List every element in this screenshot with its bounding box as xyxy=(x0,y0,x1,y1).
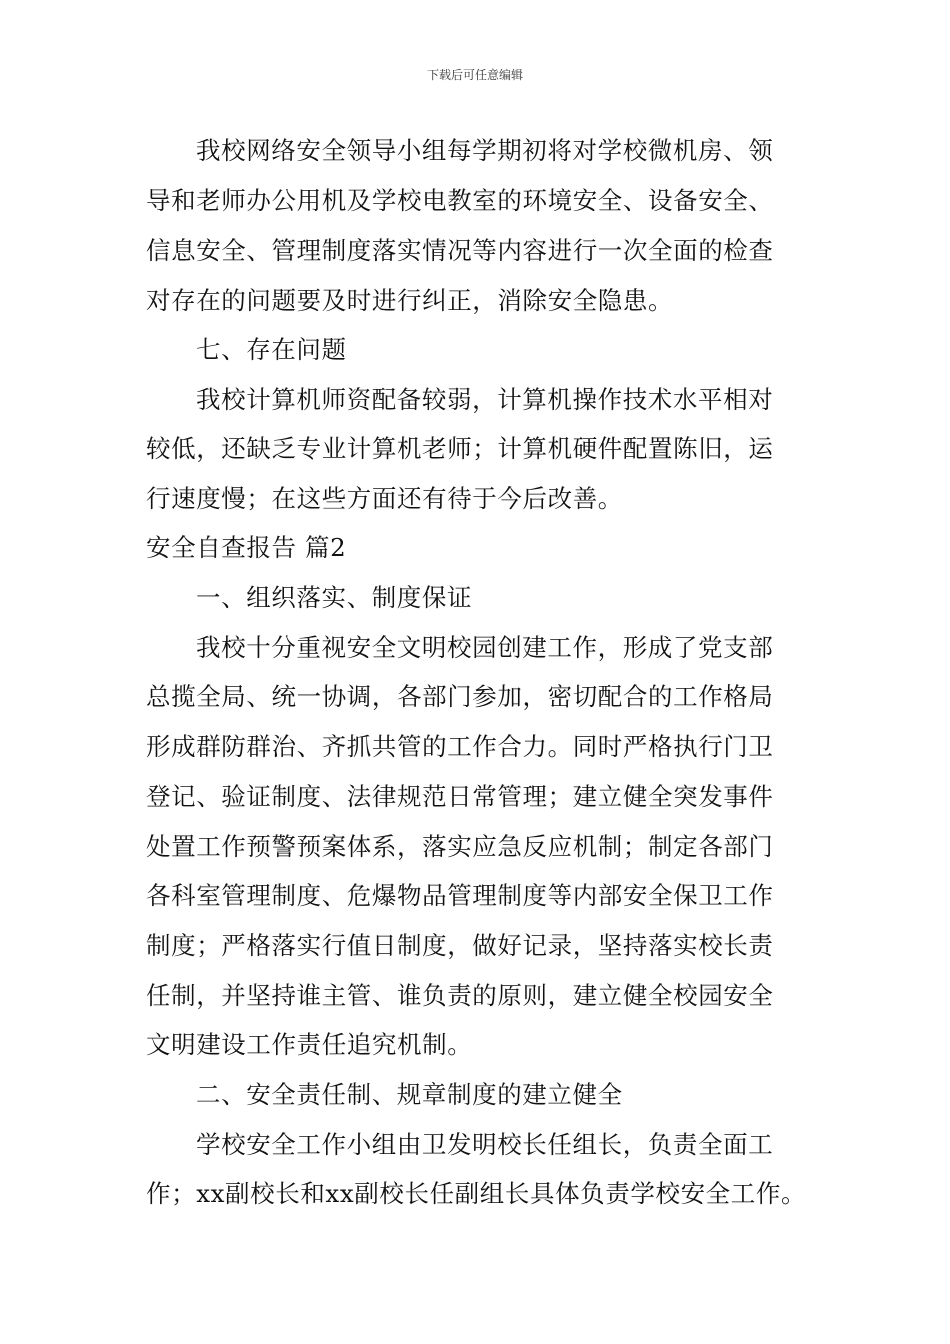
section-heading: 一、组织落实、制度保证 xyxy=(196,583,473,612)
report-title: 安全自查报告 篇2 xyxy=(146,533,347,562)
paragraph-line: 我校计算机师资配备较弱，计算机操作技术水平相对 xyxy=(196,385,774,414)
paragraph-line: 较低，还缺乏专业计算机老师；计算机硬件配置陈旧，运 xyxy=(146,434,774,463)
paragraph-line: 我校网络安全领导小组每学期初将对学校微机房、领 xyxy=(196,136,774,165)
paragraph-line: 我校十分重视安全文明校园创建工作，形成了党支部 xyxy=(196,633,774,662)
paragraph-line: 作；xx副校长和xx副校长任副组长具体负责学校安全工作。 xyxy=(146,1179,807,1208)
paragraph-line: 文明建设工作责任追究机制。 xyxy=(146,1030,473,1059)
paragraph-line: 信息安全、管理制度落实情况等内容进行一次全面的检查 xyxy=(146,236,774,265)
paragraph-line: 对存在的问题要及时进行纠正，消除安全隐患。 xyxy=(146,286,674,315)
paragraph-line: 学校安全工作小组由卫发明校长任组长，负责全面工 xyxy=(196,1130,774,1159)
paragraph-line: 导和老师办公用机及学校电教室的环境安全、设备安全、 xyxy=(146,186,774,215)
paragraph-line: 形成群防群治、齐抓共管的工作合力。同时严格执行门卫 xyxy=(146,732,774,761)
section-heading: 二、安全责任制、规章制度的建立健全 xyxy=(196,1080,623,1109)
section-heading: 七、存在问题 xyxy=(196,335,347,364)
paragraph-line: 处置工作预警预案体系，落实应急反应机制；制定各部门 xyxy=(146,832,774,861)
paragraph-line: 各科室管理制度、危爆物品管理制度等内部安全保卫工作 xyxy=(146,881,774,910)
paragraph-line: 登记、验证制度、法律规范日常管理；建立健全突发事件 xyxy=(146,782,774,811)
paragraph-line: 任制，并坚持谁主管、谁负责的原则，建立健全校园安全 xyxy=(146,981,774,1010)
paragraph-line: 总揽全局、统一协调，各部门参加，密切配合的工作格局 xyxy=(146,682,774,711)
paragraph-line: 制度；严格落实行值日制度，做好记录，坚持落实校长责 xyxy=(146,931,774,960)
paragraph-line: 行速度慢；在这些方面还有待于今后改善。 xyxy=(146,484,623,513)
page-header: 下载后可任意编辑 xyxy=(426,68,523,82)
